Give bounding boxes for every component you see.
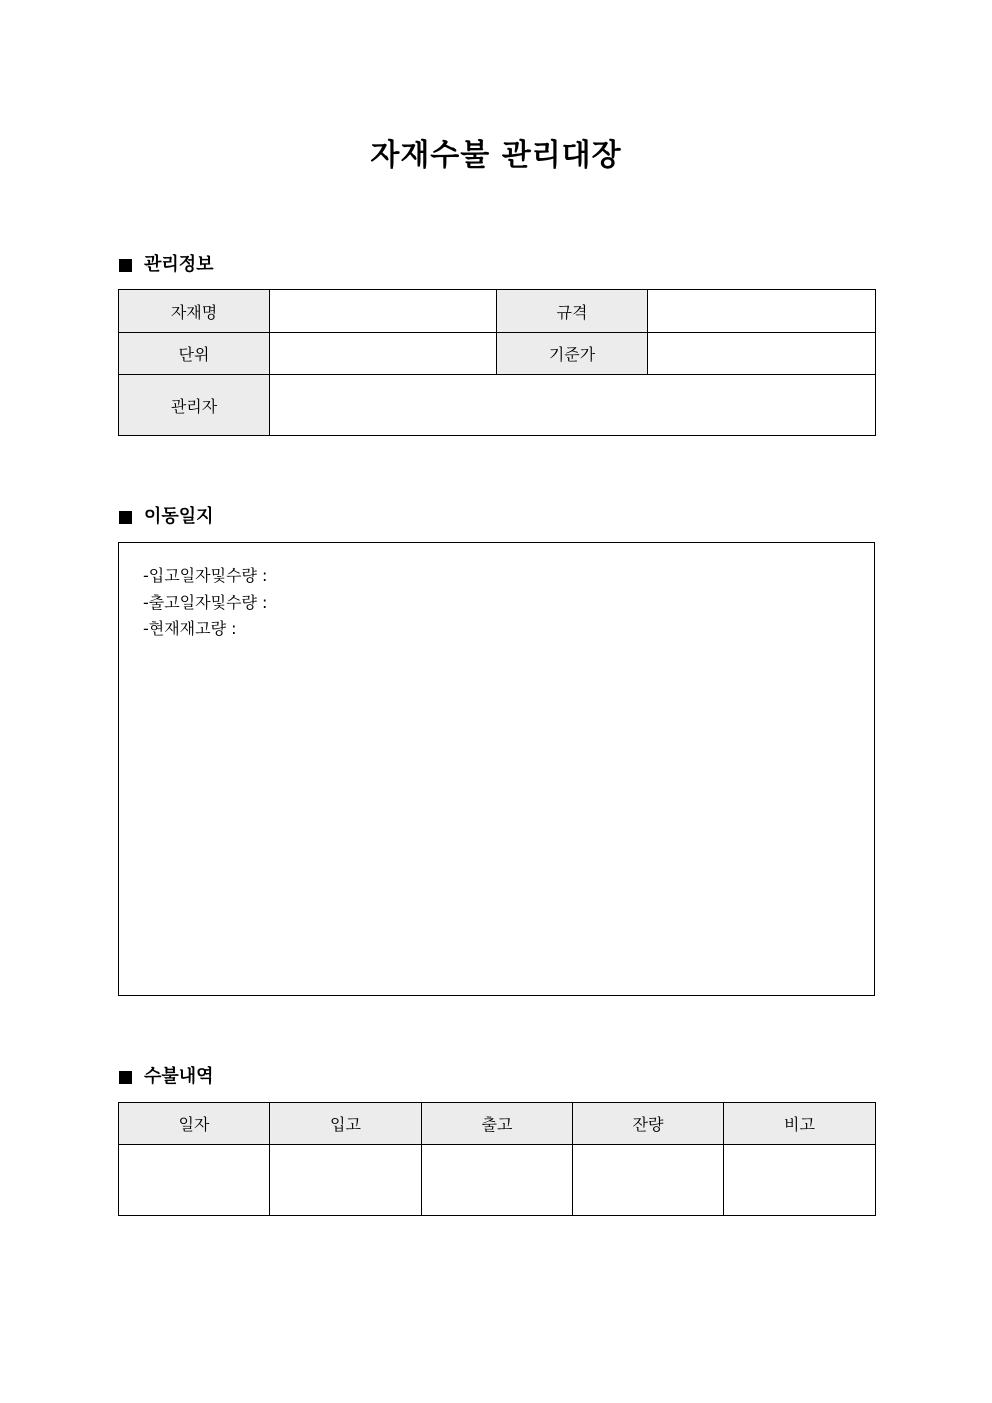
movement-log-heading-text: 이동일지 [144,506,214,527]
unit-label: 단위 [119,333,270,375]
movement-log-lines [143,563,267,643]
unit-field[interactable] [270,333,497,375]
square-bullet-icon [119,259,132,272]
cell-inbound[interactable] [270,1145,422,1216]
square-bullet-icon [119,511,132,524]
ledger-table [118,1102,876,1216]
movement-log-box[interactable] [118,542,875,996]
standard-price-field[interactable] [648,333,876,375]
square-bullet-icon [119,1071,132,1084]
cell-outbound[interactable] [422,1145,573,1216]
ledger-heading [119,1064,214,1090]
spec-field[interactable] [648,290,876,333]
cell-remarks[interactable] [724,1145,876,1216]
table-row [119,1145,876,1216]
log-line-current-stock: -현재재고량 : [143,619,237,638]
spec-label: 규격 [497,290,648,333]
column-header-date: 일자 [119,1103,270,1145]
column-header-remarks: 비고 [724,1103,876,1145]
column-header-inbound: 입고 [270,1103,422,1145]
ledger-heading-text: 수불내역 [144,1066,214,1087]
cell-date[interactable] [119,1145,270,1216]
cell-balance[interactable] [573,1145,724,1216]
log-line-inbound: -입고일자및수량 : [143,566,268,585]
movement-log-heading [119,504,214,530]
log-line-outbound: -출고일자및수량 : [143,592,268,612]
manager-field[interactable] [270,375,876,436]
standard-price-label: 기준가 [497,333,648,375]
column-header-balance: 잔량 [573,1103,724,1145]
document-title: 자재수불 관리대장 [370,138,622,173]
material-name-field[interactable] [270,290,497,333]
management-info-heading [119,252,214,278]
management-info-table [118,289,876,436]
column-header-outbound: 출고 [422,1103,573,1145]
manager-label: 관리자 [119,375,270,436]
material-name-label: 자재명 [119,290,270,333]
management-info-heading-text: 관리정보 [144,254,214,275]
